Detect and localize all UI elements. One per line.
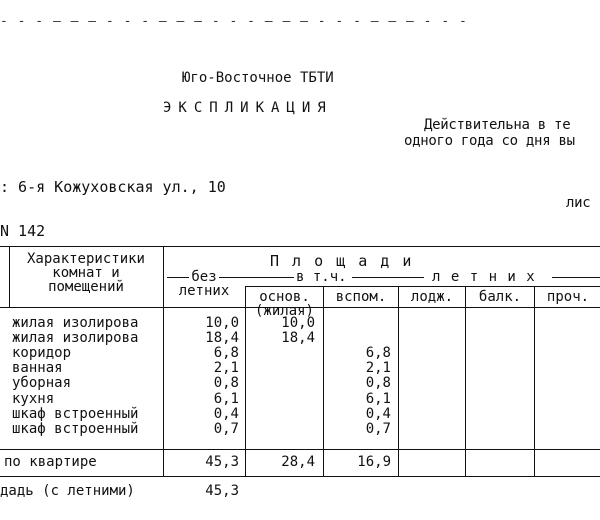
- row-aux: 0,4: [365, 406, 391, 422]
- total-row-main: 28,4: [281, 454, 315, 470]
- row-total: 0,8: [213, 375, 239, 391]
- row-aux: 2,1: [365, 360, 391, 376]
- row-total: 18,4: [205, 330, 239, 346]
- col-other-header: проч.: [546, 289, 590, 305]
- col-characteristics-header: Характеристики комнат и помещений: [26, 251, 145, 295]
- row-total: 2,1: [213, 360, 239, 376]
- total-row-label: по квартире: [4, 454, 97, 470]
- dash-line: [352, 277, 424, 278]
- table-line-top: [0, 246, 600, 247]
- row-total: 6,8: [213, 345, 239, 361]
- table-line-v1: [163, 246, 164, 476]
- row-name: шкаф встроенный: [12, 406, 139, 422]
- col-aux-header: вспом.: [335, 289, 387, 305]
- row-name: уборная: [12, 375, 72, 391]
- table-line-body-bottom: [0, 449, 600, 450]
- sheet-label: лис: [566, 195, 591, 211]
- row-main: 18,4: [281, 330, 315, 346]
- area-row-label: дадь (с летними): [0, 483, 135, 499]
- row-aux: 6,8: [365, 345, 391, 361]
- row-total: 0,7: [213, 421, 239, 437]
- table-line-v4: [398, 286, 399, 476]
- row-name: коридор: [12, 345, 72, 361]
- dash-line: [552, 277, 600, 278]
- row-total: 0,4: [213, 406, 239, 422]
- row-name: кухня: [12, 391, 55, 407]
- row-name: жилая изолирова: [12, 330, 139, 346]
- row-name: шкаф встроенный: [12, 421, 139, 437]
- row-main: 10,0: [281, 315, 315, 331]
- group-summer-header: л е т н и х: [432, 269, 536, 285]
- table-line-subheader: [245, 286, 600, 287]
- total-row-aux: 16,9: [357, 454, 391, 470]
- total-row-total: 45,3: [205, 454, 239, 470]
- area-row-total: 45,3: [205, 483, 239, 499]
- table-line-v6: [534, 286, 535, 476]
- row-aux: 0,8: [365, 375, 391, 391]
- table-line-v2: [245, 286, 246, 476]
- document-title: ЭКСПЛИКАЦИЯ: [163, 100, 333, 116]
- top-dashes: - - - — — — - - - — — — - - - — — — - - - — — — - - -: [0, 14, 468, 29]
- address: : 6-я Кожуховская ул., 10: [0, 178, 226, 196]
- table-line-v5: [465, 286, 466, 476]
- col-main-header: основ. (жилая): [254, 289, 314, 319]
- validity-line-2: одного года со дня вы: [404, 133, 575, 149]
- table-line-v3: [323, 286, 324, 476]
- row-name: жилая изолирова: [12, 315, 139, 331]
- row-total: 6,1: [213, 391, 239, 407]
- col-loggia-header: лодж.: [410, 289, 454, 305]
- row-aux: 6,1: [365, 391, 391, 407]
- row-total: 10,0: [205, 315, 239, 331]
- col-balcony-header: балк.: [478, 289, 522, 305]
- col-without-summer-header: без летних: [178, 269, 230, 299]
- group-area-header: П л о щ а д и: [270, 252, 414, 270]
- row-aux: 0,7: [365, 421, 391, 437]
- group-including-header: в т.ч.: [296, 269, 347, 285]
- table-line-total-bottom: [0, 476, 600, 477]
- row-name: ванная: [12, 360, 63, 376]
- document-number: N 142: [0, 222, 46, 240]
- organization-name: Юго-Восточное ТБТИ: [182, 70, 334, 86]
- validity-line-1: Действительна в те: [424, 117, 571, 133]
